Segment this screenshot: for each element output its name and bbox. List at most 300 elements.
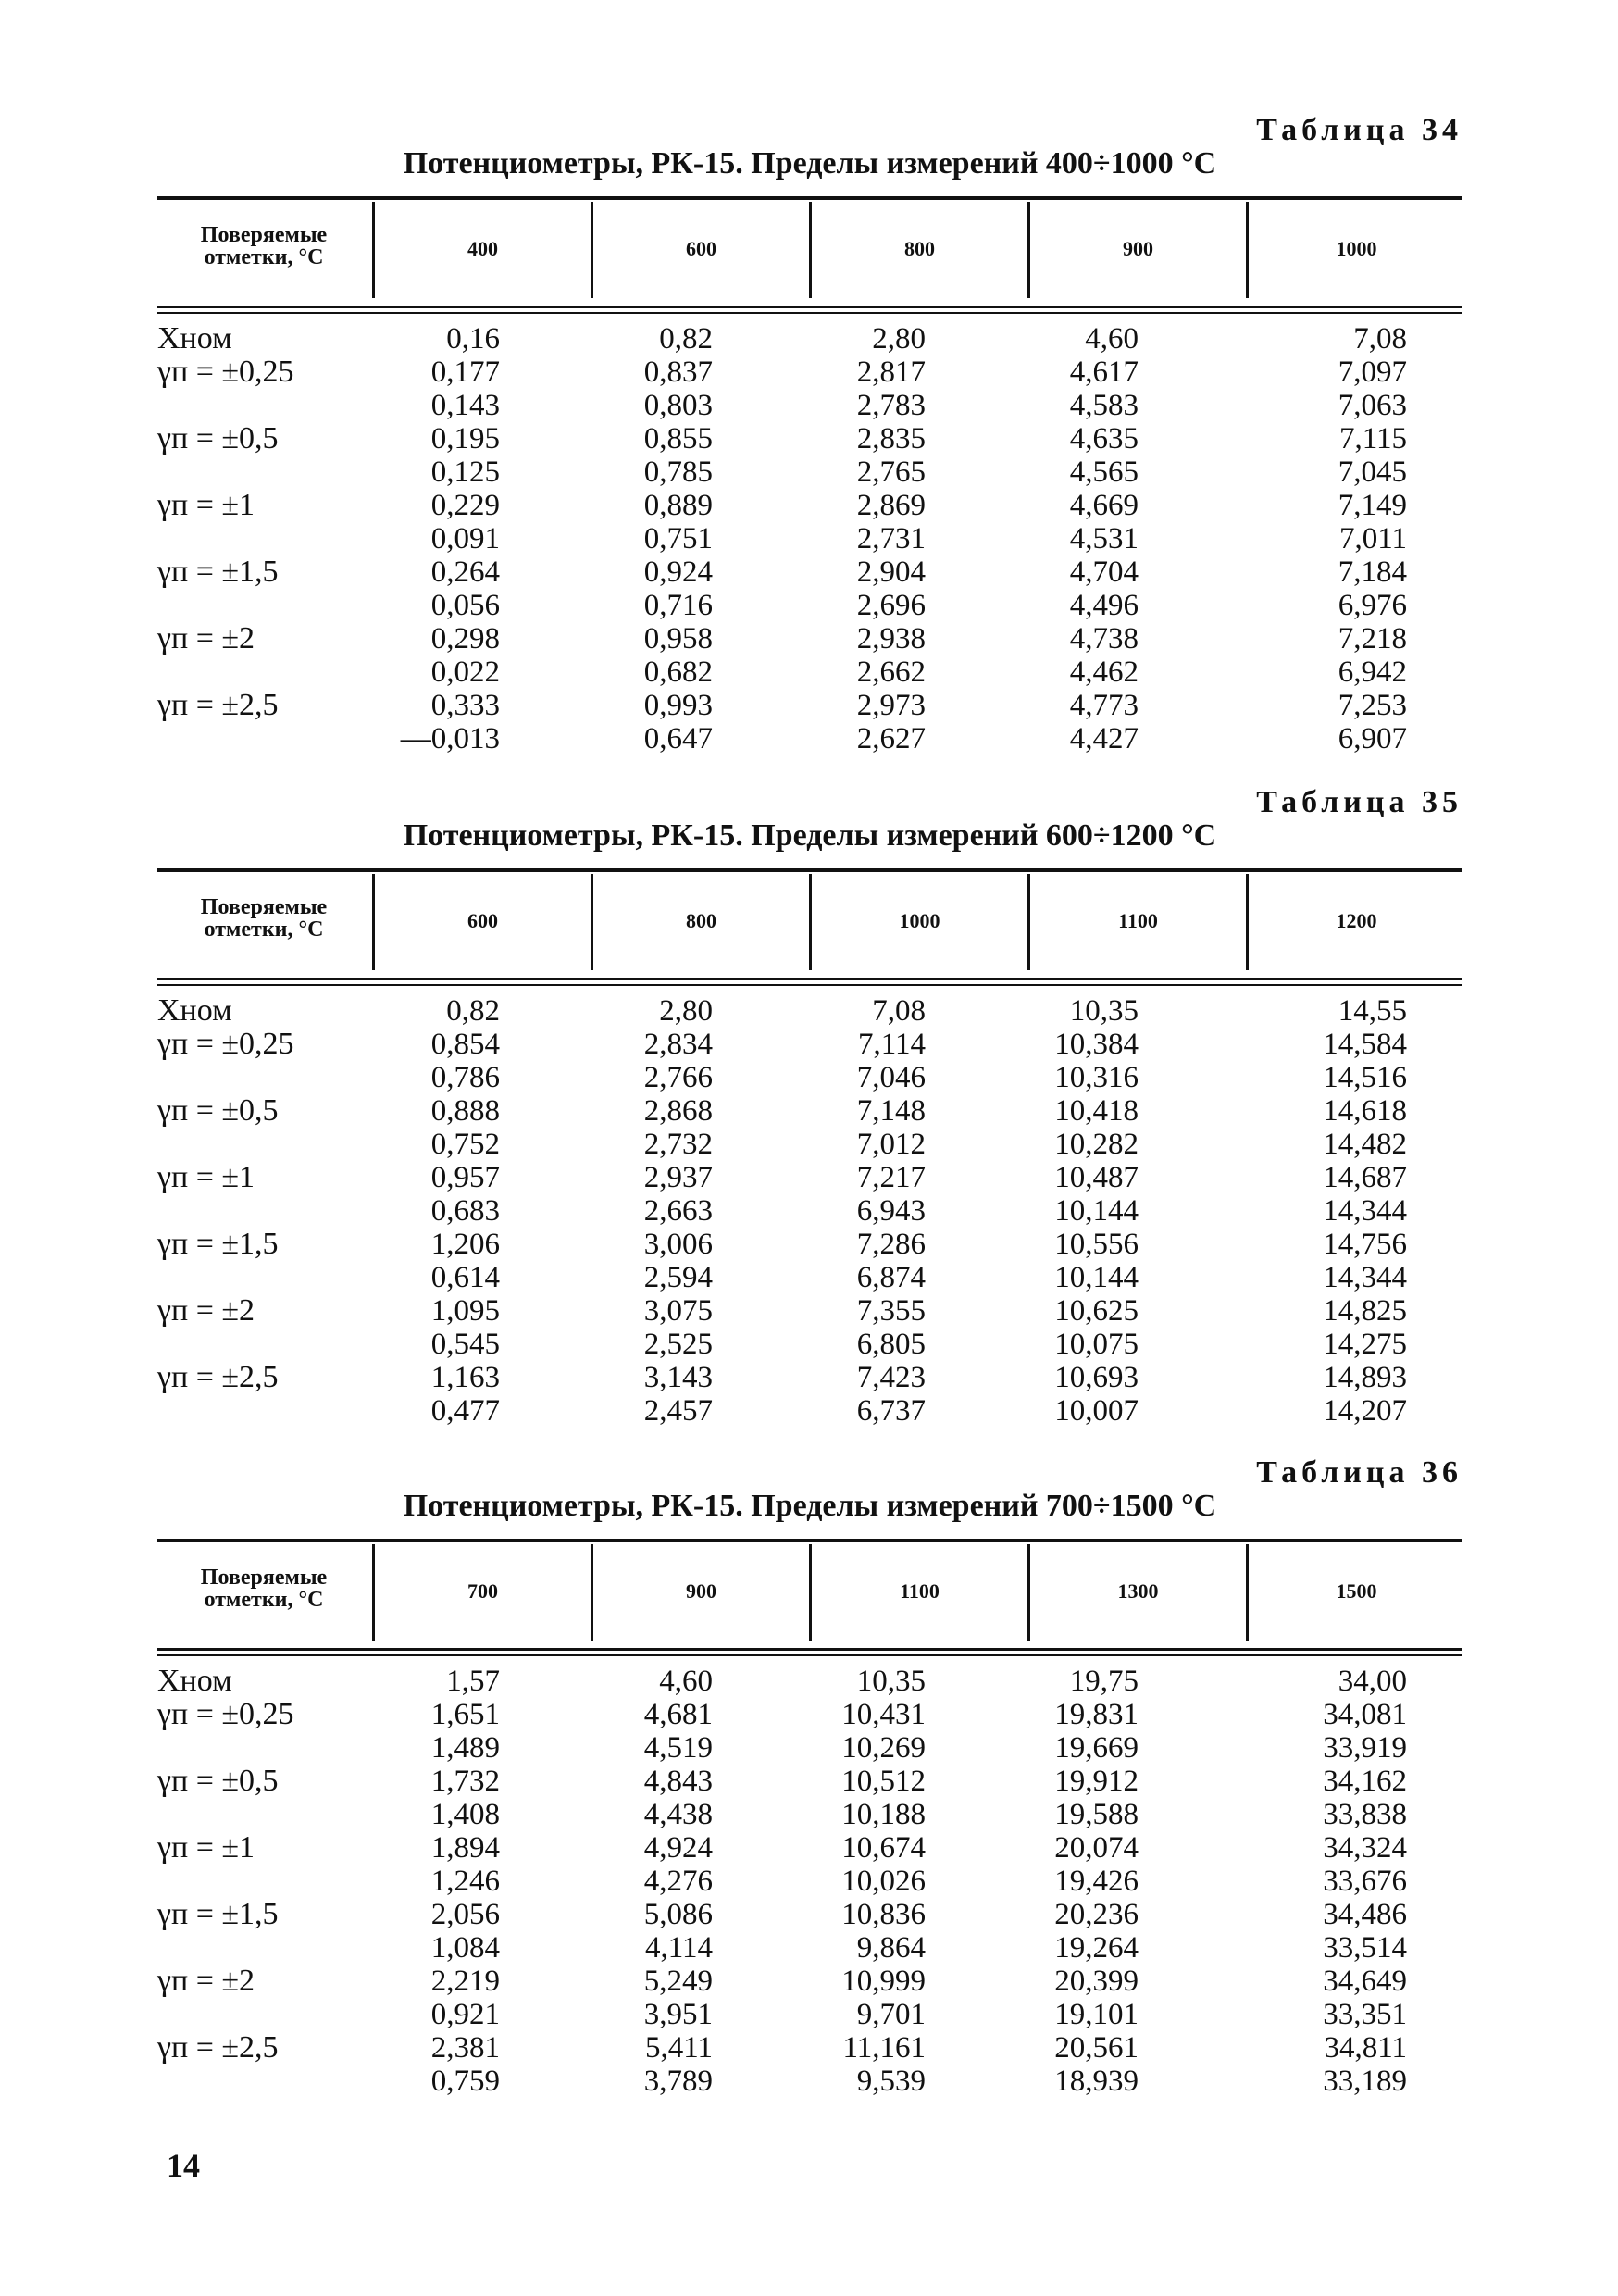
table-cell: 19,264 [1054,1931,1139,1965]
table-row [157,1094,1462,1128]
column-header: 1200 [1336,909,1377,932]
table-cell: 33,676 [1323,1865,1407,1898]
row-label: γп = ±1,5 [157,1227,279,1261]
table-cell: 0,786 [430,1061,500,1094]
table-cell: 2,457 [643,1394,713,1428]
table-cell: 0,82 [659,322,713,356]
header-top-rule [157,196,1462,200]
row-header-line: Поверяемые [200,223,328,247]
table-cell: 7,148 [856,1094,926,1128]
table-label: Таблица 35 [1256,785,1462,819]
table-title: Потенциометры, РК-15. Пределы измерений 700÷1500 °С [403,1489,1217,1523]
table-cell: 34,811 [1324,2031,1407,2065]
table-cell: 10,693 [1054,1361,1139,1394]
table-cell: 14,618 [1323,1094,1407,1128]
table-cell: 33,838 [1323,1798,1407,1831]
table-cell: 1,894 [430,1831,500,1865]
table-cell: 1,095 [430,1294,500,1328]
row-label: γп = ±1 [157,1830,255,1865]
table-cell: 0,957 [430,1161,500,1194]
table-cell: 0,545 [430,1328,500,1361]
column-header: 800 [904,237,935,260]
table-cell: 0,683 [430,1194,500,1228]
table-cell: 7,149 [1338,489,1407,522]
table-cell: 2,696 [856,589,926,622]
table-cell: 14,893 [1323,1361,1407,1394]
table-cell: 0,16 [446,322,500,356]
table-cell: 4,427 [1069,722,1139,755]
table-cell: 10,35 [856,1665,926,1698]
table-cell: 4,438 [643,1798,713,1831]
table-cell: 2,732 [643,1128,713,1161]
table-cell: 10,512 [841,1765,926,1798]
table-cell: 4,60 [1085,322,1139,356]
table-cell: 2,904 [856,555,926,589]
table-cell: 1,246 [430,1865,500,1898]
table-row [157,422,1462,455]
table-cell: 20,074 [1054,1831,1139,1865]
row-label: γп = ±1 [157,1160,255,1194]
table-cell: 0,298 [430,622,500,655]
table-row [157,555,1462,589]
table-cell: 2,835 [856,422,926,455]
table-row [157,356,1462,389]
table-cell: 0,924 [643,555,713,589]
table-cell: 4,276 [643,1865,713,1898]
table-cell: 0,785 [643,455,713,489]
table-cell: 14,344 [1323,1261,1407,1294]
column-header: 900 [1123,237,1153,260]
table-cell: 0,751 [643,522,713,555]
column-header: 1000 [1336,237,1377,260]
row-header-line: Поверяемые [200,895,328,919]
table-cell: 7,046 [856,1061,926,1094]
table-cell: 9,864 [856,1931,926,1965]
row-label: Xном [157,1664,232,1698]
table-cell: 2,219 [430,1965,500,1998]
table-cell: 34,162 [1323,1765,1407,1798]
table-cell: 6,943 [856,1194,926,1228]
table-cell: 9,539 [856,2065,926,2098]
row-label: γп = ±0,25 [157,355,294,389]
table-cell: 2,869 [856,489,926,522]
table-cell: 2,056 [430,1898,500,1931]
column-header: 1100 [900,1579,940,1603]
table-cell: 0,333 [430,689,500,722]
table-cell: 7,012 [856,1128,926,1161]
table-cell: 7,045 [1338,455,1407,489]
table-cell: 3,951 [643,1998,713,2031]
table-header [157,202,1462,302]
table-cell: 0,803 [643,389,713,422]
row-header-line: отметки, °С [204,917,324,942]
table-row [157,1765,1462,1798]
table-cell: 2,834 [643,1028,713,1061]
table-cell: 33,514 [1323,1931,1407,1965]
table-cell: 2,662 [856,655,926,689]
table-cell: 6,737 [856,1394,926,1428]
table-cell: 6,907 [1338,722,1407,755]
table-cell: 0,716 [643,589,713,622]
table-cell: 34,324 [1323,1831,1407,1865]
table-cell: 2,973 [856,689,926,722]
table-cell: 0,837 [643,356,713,389]
table-cell: 4,519 [643,1731,713,1765]
table-cell: 7,286 [856,1228,926,1261]
table-cell: 0,958 [643,622,713,655]
table-row [157,1394,1462,1428]
table-title: Потенциометры, РК-15. Пределы измерений 400÷1000 °С [403,146,1217,181]
header-top-rule [157,1539,1462,1542]
table-cell: 10,999 [841,1965,926,1998]
table-row [157,1294,1462,1328]
table-cell: 2,731 [856,522,926,555]
table-row [157,994,1462,1028]
table-cell: 4,681 [643,1698,713,1731]
table-cell: 0,477 [430,1394,500,1428]
table-row [157,522,1462,555]
table-cell: 3,006 [643,1228,713,1261]
table-cell: 0,752 [430,1128,500,1161]
table-cell: 0,682 [643,655,713,689]
table-cell: 19,75 [1069,1665,1139,1698]
table-cell: 2,937 [643,1161,713,1194]
table-row [157,455,1462,489]
table-cell: 10,269 [841,1731,926,1765]
row-label: γп = ±2 [157,621,255,655]
table-cell: 0,229 [430,489,500,522]
table-cell: 0,993 [643,689,713,722]
table-cell: 33,189 [1323,2065,1407,2098]
table-cell: 4,565 [1069,455,1139,489]
table-row [157,1665,1462,1698]
table-row [157,1061,1462,1094]
column-header: 600 [686,237,716,260]
table-cell: 10,35 [1069,994,1139,1028]
table-cell: 7,097 [1338,356,1407,389]
table-cell: 10,556 [1054,1228,1139,1261]
table-cell: 0,854 [430,1028,500,1061]
table-cell: 7,184 [1338,555,1407,589]
column-header: 1300 [1117,1579,1159,1603]
table-cell: 14,584 [1323,1028,1407,1061]
table-row [157,389,1462,422]
table-cell: 10,007 [1054,1394,1139,1428]
table-cell: 0,647 [643,722,713,755]
table-cell: 0,091 [430,522,500,555]
table-cell: 20,399 [1054,1965,1139,1998]
table-cell: 3,789 [643,2065,713,2098]
table-cell: 1,084 [430,1931,500,1965]
table-body [157,1665,1462,2098]
table-cell: 0,143 [430,389,500,422]
table-cell: 1,489 [430,1731,500,1765]
table-cell: 5,249 [643,1965,713,1998]
table-title: Потенциометры, РК-15. Пределы измерений 600÷1200 °С [403,818,1217,853]
table-cell: 0,022 [430,655,500,689]
table-body [157,322,1462,755]
table-row [157,1831,1462,1865]
table-row [157,655,1462,689]
table-row [157,489,1462,522]
table-cell: 7,114 [857,1028,926,1061]
table-row [157,1965,1462,1998]
table-cell: 18,939 [1054,2065,1139,2098]
table-row [157,689,1462,722]
row-label: γп = ±1 [157,488,255,522]
table-cell: 10,431 [841,1698,926,1731]
table-cell: 10,282 [1054,1128,1139,1161]
table-cell: 14,482 [1323,1128,1407,1161]
table-cell: 0,855 [643,422,713,455]
table-row [157,1028,1462,1061]
column-header: 600 [467,909,498,932]
table-cell: 34,081 [1323,1698,1407,1731]
table-cell: 7,08 [872,994,926,1028]
table-cell: 34,486 [1323,1898,1407,1931]
table-cell: 0,921 [430,1998,500,2031]
table-cell: 0,177 [430,356,500,389]
table-cell: 7,253 [1338,689,1407,722]
header-top-rule [157,868,1462,872]
row-label: γп = ±2,5 [157,2030,279,2065]
table-cell: 2,627 [856,722,926,755]
table-cell: 20,561 [1054,2031,1139,2065]
row-label: Xном [157,321,232,356]
table-cell: 0,759 [430,2065,500,2098]
table-cell: 10,144 [1054,1261,1139,1294]
column-header: 700 [467,1579,498,1603]
row-header-line: отметки, °С [204,1588,324,1612]
table-cell: 14,516 [1323,1061,1407,1094]
table-row [157,1898,1462,1931]
table-cell: 10,384 [1054,1028,1139,1061]
table-cell: 11,161 [842,2031,926,2065]
table-cell: 10,674 [841,1831,926,1865]
column-header: 1100 [1118,909,1158,932]
header-bottom-rule [157,1654,1462,1656]
table-cell: 33,351 [1323,1998,1407,2031]
table-cell: 10,836 [841,1898,926,1931]
table-row [157,322,1462,356]
row-label: γп = ±2,5 [157,1360,279,1394]
table-cell: 20,236 [1054,1898,1139,1931]
row-label: γп = ±2 [157,1293,255,1328]
header-bottom-rule [157,306,1462,308]
table-cell: 7,115 [1338,422,1407,455]
table-header [157,1544,1462,1644]
table-row [157,1194,1462,1228]
table-cell: 5,411 [644,2031,713,2065]
table-cell: 19,426 [1054,1865,1139,1898]
table-label: Таблица 34 [1256,113,1462,147]
table-cell: 14,687 [1323,1161,1407,1194]
table-cell: 0,056 [430,589,500,622]
table-cell: 10,026 [841,1865,926,1898]
row-header-label [157,896,370,941]
table-cell: 19,912 [1054,1765,1139,1798]
table-row [157,1698,1462,1731]
table-cell: 1,651 [430,1698,500,1731]
column-header: 800 [686,909,716,932]
table-cell: 34,649 [1323,1965,1407,1998]
table-cell: 3,075 [643,1294,713,1328]
row-header-line: Поверяемые [200,1566,328,1590]
table-cell: 0,614 [430,1261,500,1294]
table-cell: 10,075 [1054,1328,1139,1361]
table-cell: 4,843 [643,1765,713,1798]
header-bottom-rule [157,978,1462,980]
table-cell: 0,888 [430,1094,500,1128]
table-cell: 10,188 [841,1798,926,1831]
table-cell: 14,344 [1323,1194,1407,1228]
table-cell: 0,125 [430,455,500,489]
table-cell: 7,423 [856,1361,926,1394]
table-cell: 4,773 [1069,689,1139,722]
table-cell: 6,942 [1338,655,1407,689]
table-cell: 4,924 [643,1831,713,1865]
table-row [157,1161,1462,1194]
table-cell: 2,80 [872,322,926,356]
header-bottom-rule [157,1648,1462,1651]
table-cell: 1,57 [446,1665,500,1698]
table-cell: 4,704 [1069,555,1139,589]
table-cell: 4,462 [1069,655,1139,689]
table-row [157,2065,1462,2098]
table-cell: 2,525 [643,1328,713,1361]
table-cell: 2,765 [856,455,926,489]
table-cell: 2,783 [856,389,926,422]
table-cell: 0,82 [446,994,500,1028]
table-cell: 2,663 [643,1194,713,1228]
table-cell: 34,00 [1338,1665,1407,1698]
table-cell: 4,531 [1069,522,1139,555]
row-label: Xном [157,993,232,1028]
table-cell: 10,316 [1054,1061,1139,1094]
table-cell: 2,381 [430,2031,500,2065]
table-row [157,1328,1462,1361]
table-cell: 14,825 [1323,1294,1407,1328]
table-cell: 4,738 [1069,622,1139,655]
table-row [157,1128,1462,1161]
table-row [157,589,1462,622]
table-cell: —0,013 [400,722,500,755]
table-row [157,2031,1462,2065]
row-label: γп = ±1,5 [157,1897,279,1931]
table-cell: 33,919 [1323,1731,1407,1765]
table-cell: 0,195 [430,422,500,455]
table-cell: 4,496 [1069,589,1139,622]
table-cell: 5,086 [643,1898,713,1931]
table-cell: 2,766 [643,1061,713,1094]
table-row [157,1998,1462,2031]
column-header: 1000 [899,909,940,932]
table-row [157,1798,1462,1831]
table-cell: 14,55 [1338,994,1407,1028]
table-row [157,1731,1462,1765]
table-row [157,722,1462,755]
row-header-label [157,1566,370,1611]
table-cell: 14,275 [1323,1328,1407,1361]
table-cell: 7,217 [856,1161,926,1194]
row-label: γп = ±0,25 [157,1027,294,1061]
table-cell: 10,144 [1054,1194,1139,1228]
table-cell: 6,805 [856,1328,926,1361]
table-cell: 4,114 [644,1931,713,1965]
table-row [157,622,1462,655]
table-cell: 0,889 [643,489,713,522]
table-cell: 1,408 [430,1798,500,1831]
table-cell: 2,80 [659,994,713,1028]
table-cell: 7,08 [1353,322,1407,356]
table-cell: 1,163 [430,1361,500,1394]
table-cell: 4,583 [1069,389,1139,422]
table-cell: 2,594 [643,1261,713,1294]
table-cell: 1,206 [430,1228,500,1261]
table-cell: 7,355 [856,1294,926,1328]
table-cell: 14,756 [1323,1228,1407,1261]
table-cell: 3,143 [643,1361,713,1394]
table-cell: 6,874 [856,1261,926,1294]
table-cell: 7,011 [1338,522,1407,555]
row-label: γп = ±0,5 [157,1764,279,1798]
table-cell: 10,418 [1054,1094,1139,1128]
page-number: 14 [167,2147,200,2184]
row-header-line: отметки, °С [204,245,324,269]
column-header: 400 [467,237,498,260]
table-cell: 2,868 [643,1094,713,1128]
table-row [157,1865,1462,1898]
table-cell: 4,635 [1069,422,1139,455]
table-cell: 1,732 [430,1765,500,1798]
header-bottom-rule [157,984,1462,986]
table-cell: 2,817 [856,356,926,389]
table-cell: 10,487 [1054,1161,1139,1194]
table-cell: 0,264 [430,555,500,589]
header-bottom-rule [157,312,1462,314]
table-cell: 4,60 [659,1665,713,1698]
row-label: γп = ±2 [157,1964,255,1998]
table-row [157,1931,1462,1965]
table-header [157,874,1462,974]
table-label: Таблица 36 [1256,1455,1462,1490]
table-row [157,1361,1462,1394]
table-cell: 14,207 [1323,1394,1407,1428]
table-body [157,994,1462,1428]
row-label: γп = ±0,5 [157,421,279,455]
row-header-label [157,224,370,268]
table-cell: 19,588 [1054,1798,1139,1831]
table-cell: 7,218 [1338,622,1407,655]
table-cell: 10,625 [1054,1294,1139,1328]
table-row [157,1228,1462,1261]
column-header: 1500 [1336,1579,1377,1603]
table-cell: 4,617 [1069,356,1139,389]
table-cell: 19,669 [1054,1731,1139,1765]
row-label: γп = ±2,5 [157,688,279,722]
row-label: γп = ±1,5 [157,555,279,589]
table-cell: 7,063 [1338,389,1407,422]
table-cell: 9,701 [856,1998,926,2031]
table-cell: 19,101 [1054,1998,1139,2031]
table-cell: 6,976 [1338,589,1407,622]
row-label: γп = ±0,5 [157,1093,279,1128]
table-cell: 2,938 [856,622,926,655]
table-cell: 19,831 [1054,1698,1139,1731]
row-label: γп = ±0,25 [157,1697,294,1731]
table-cell: 4,669 [1069,489,1139,522]
column-header: 900 [686,1579,716,1603]
